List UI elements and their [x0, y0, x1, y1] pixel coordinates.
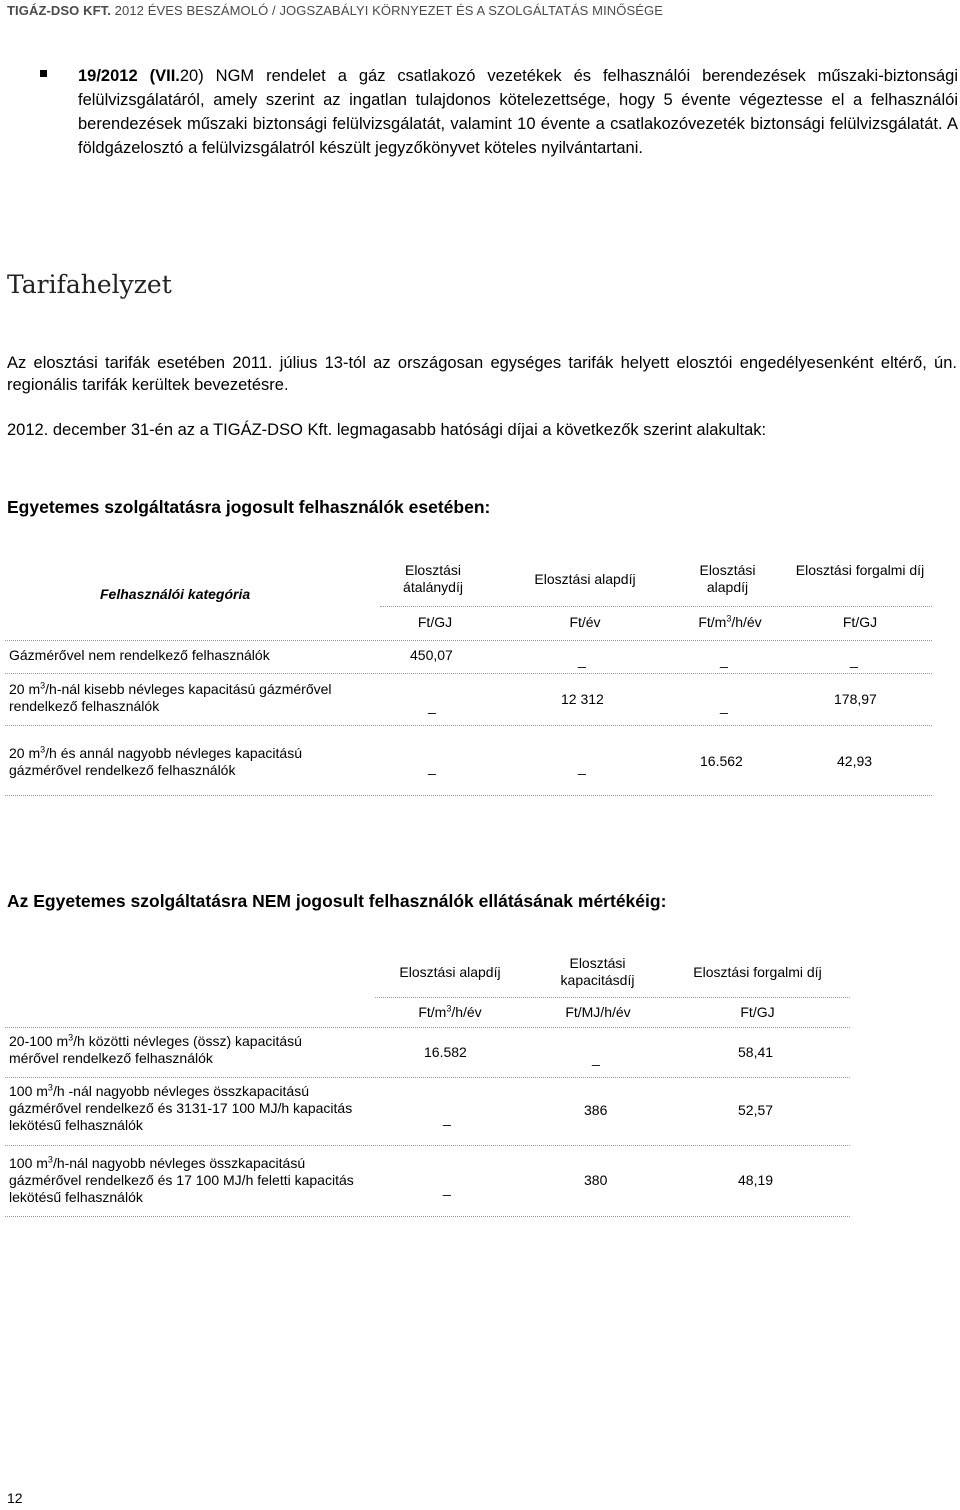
table1-unit4: Ft/GJ	[842, 614, 878, 630]
table2-row1-dash2: _	[592, 1050, 600, 1066]
table2-unit1: $Ft/m^3/h/év$	[418, 1003, 482, 1020]
table2-title: Az Egyetemes szolgáltatásra NEM jogosult felhasználók ellátásának mértékéig:	[7, 891, 667, 911]
table2-header-divider	[375, 997, 850, 998]
table1-unit1: Ft/GJ	[417, 614, 453, 630]
table1-row2-divider	[5, 725, 932, 726]
table1-row1-value1: 450,07	[410, 647, 453, 663]
table1-unit3: $Ft/m^3/h/év$	[698, 613, 762, 630]
regulation-text: 20) NGM rendelet a gáz csatlakozó vezetékek és felhasználói berendezések műszaki-biztonsági felülvizsgálatáról, amely szerint az ingatlan tulajdonos kötelezettsége, hogy 5 évente végeztesse el a felhasználói berendezések műszaki biztonsági felülvizsgálatát, valamint 10 évente a csatlakozóvezeték biztonsági felülvizsgálatát. A földgázelosztó a felülvizsgálatról készült jegyzőkönyvet köteles nyilvántartani.	[78, 67, 958, 157]
table1-row1-dash3: _	[720, 652, 728, 668]
table2-row2-divider	[5, 1145, 850, 1146]
table1-row1-dash2: _	[578, 652, 586, 668]
table2-col1-header: Elosztási alapdíj	[399, 964, 501, 980]
table1-bottom-border	[5, 795, 932, 796]
table1-col4-header: Elosztási forgalmi díj	[795, 562, 925, 578]
table1-header-divider	[380, 606, 932, 607]
table1-row3-label: 20 $m^3/h$ és annál nagyobb névleges kapacitású gázmérővel rendelkező felhasználók	[9, 744, 302, 778]
table1-row3-dash2: _	[578, 759, 586, 775]
table2-row1-divider	[5, 1077, 850, 1078]
table1-row2-dash1: _	[428, 698, 436, 714]
table1-row1-divider	[5, 673, 932, 674]
tariff-intro-paragraph: Az elosztási tarifák esetében 2011. július 13-tól az országosan egységes tarifák helyett elosztói engedélyesenként eltérő, ún. regionális tarifák kerültek bevezetésre.	[7, 354, 957, 394]
table2-unit3: Ft/GJ	[740, 1004, 775, 1020]
table2-row1-label: 20-100 $m^3/h$ közötti névleges (össz) kapacitású mérővel rendelkező felhasználók	[9, 1032, 302, 1066]
table1-col1-header: Elosztási átalánydíj	[403, 562, 463, 595]
table2-col3-header: Elosztási forgalmi díj	[693, 964, 822, 980]
table1-col3-header: Elosztási alapdíj	[699, 562, 756, 595]
table1-row3-value4: 42,93	[837, 753, 873, 769]
table2-units-divider	[5, 1027, 850, 1028]
table2-bottom-border	[5, 1216, 850, 1217]
table2-row1-value3: 58,41	[738, 1044, 774, 1060]
table2-row3-value3: 48,19	[738, 1172, 774, 1188]
regulation-paragraph	[78, 64, 958, 160]
page-header	[7, 3, 663, 18]
table2-row2-value2: 386	[584, 1102, 608, 1118]
table2-row3-label: 100 $m^3/h$-nál nagyobb névleges összkapacitású gázmérővel rendelkező és 17 100 MJ/h feletti kapacitás lekötésű felhasználók	[9, 1154, 354, 1205]
section-title: Tarifahelyzet	[7, 270, 172, 299]
table1-row3-dash1: _	[428, 759, 436, 775]
table1-row1-label: Gázmérővel nem rendelkező felhasználók	[9, 647, 270, 663]
table1-title: Egyetemes szolgáltatásra jogosult felhasználók esetében:	[7, 497, 491, 517]
table2-col2-header: Elosztási kapacitásdíj	[560, 955, 635, 988]
regulation-number: 19/2012 (VII.	[78, 67, 180, 85]
table1-category-header: Felhasználói kategória	[100, 586, 251, 602]
header-subtitle: 2012 ÉVES BESZÁMOLÓ / JOGSZABÁLYI KÖRNYEZET ÉS A SZOLGÁLTATÁS MINŐSÉGE	[114, 3, 664, 18]
page-number: 12	[7, 1490, 23, 1506]
table1-row3-value3: 16.562	[700, 753, 743, 769]
table2-row2-label: 100 $m^3/h$ -nál nagyobb névleges összkapacitású gázmérővel rendelkező és 3131-17 100 MJ/h kapacitás lekötésű felhasználók	[9, 1082, 353, 1133]
table2-row1-value1: 16.582	[424, 1044, 467, 1060]
table1-row2-value2: 12 312	[561, 691, 604, 707]
table1-row2-value4: 178,97	[834, 691, 877, 707]
tariff-date-paragraph: 2012. december 31-én az a TIGÁZ-DSO Kft. legmagasabb hatósági díjai a következők szerint alakultak:	[7, 421, 767, 439]
table1-unit2: Ft/év	[569, 614, 601, 630]
table1-row2-label: 20 $m^3/h$-nál kisebb névleges kapacitású gázmérővel rendelkező felhasználók	[9, 680, 332, 714]
table2-row3-value2: 380	[584, 1172, 608, 1188]
table1-row1-dash4: _	[850, 652, 858, 668]
table2-unit2: Ft/MJ/h/év	[565, 1004, 631, 1020]
table1-col2-header: Elosztási alapdíj	[534, 571, 636, 587]
table1-units-divider	[5, 640, 932, 641]
header-company: TIGÁZ-DSO KFT.	[7, 3, 111, 18]
table2-row2-value3: 52,57	[738, 1102, 774, 1118]
bullet-marker	[40, 70, 47, 77]
table2-row2-dash1: _	[443, 1110, 451, 1126]
table2-row3-dash1: _	[443, 1180, 451, 1196]
table1-row2-dash3: _	[720, 698, 728, 714]
